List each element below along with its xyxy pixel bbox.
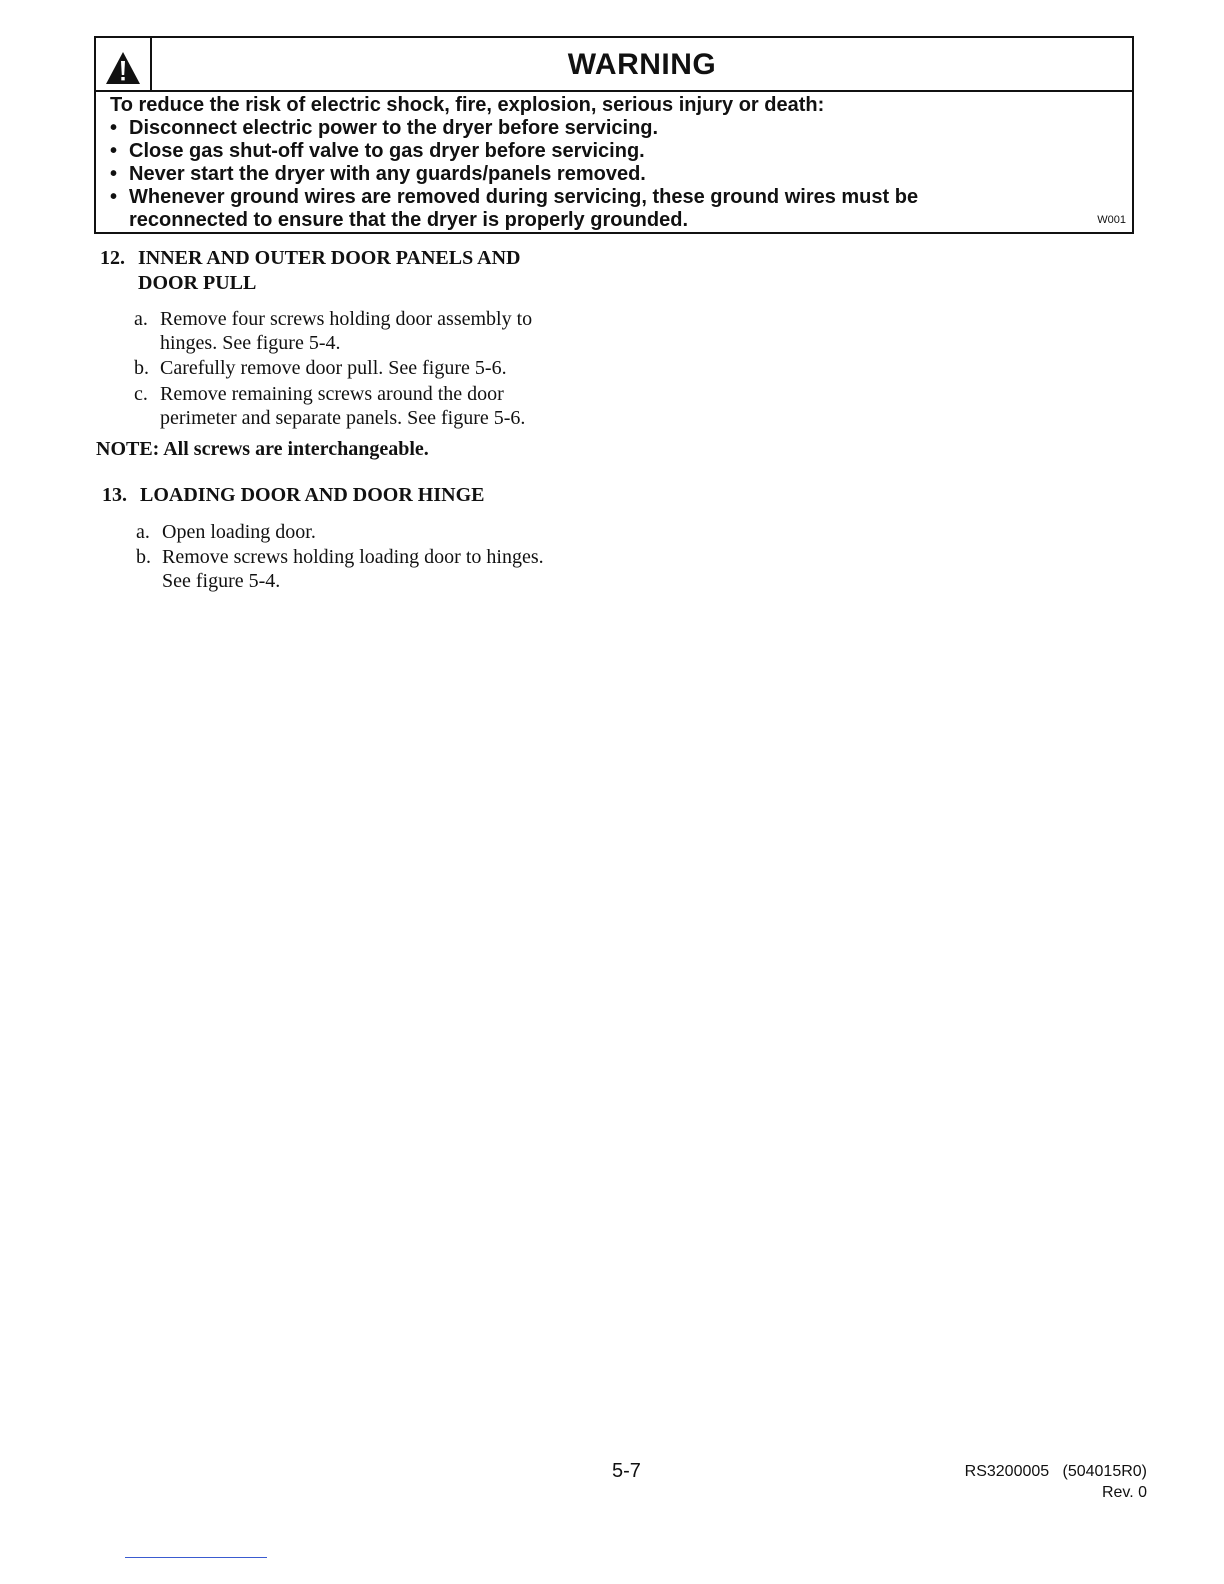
section-title-line: DOOR PULL: [138, 272, 257, 294]
step-letter: b.: [134, 357, 149, 379]
section-number: 12.: [100, 247, 125, 269]
warning-header: [96, 38, 1132, 92]
warning-list: [110, 117, 1118, 232]
step-text: Open loading door.: [162, 521, 316, 543]
note-text: NOTE: All screws are interchangeable.: [96, 438, 429, 460]
warning-bullet-text: Disconnect electric power to the dryer before servicing.: [129, 117, 659, 139]
section-title-line: INNER AND OUTER DOOR PANELS AND: [138, 247, 521, 269]
bullet-dot: •: [110, 163, 118, 185]
warning-bullet-text: Whenever ground wires are removed during servicing, these ground wires must be reconnected to ensure that the dryer is properly grounded.: [129, 186, 919, 231]
section-number: 13.: [102, 484, 127, 506]
step-letter: b.: [136, 546, 151, 568]
step-letter: a.: [134, 308, 148, 330]
warning-bullet-item: [110, 140, 1029, 163]
bullet-dot: •: [110, 117, 118, 139]
step-text: Remove screws holding loading door to hinges. See figure 5-4.: [162, 546, 544, 592]
page-number: 5-7: [612, 1460, 641, 1482]
warning-title: WARNING: [567, 48, 717, 81]
document-code-number: RS3200005 (504015R0): [964, 1463, 1147, 1480]
scan-line-mark: [125, 1557, 267, 1558]
warning-code: W001: [1097, 214, 1126, 226]
warning-bullet-text: Close gas shut-off valve to gas dryer before servicing.: [129, 140, 645, 162]
warning-bullet-item: [110, 163, 1029, 186]
warning-body: [110, 94, 1118, 232]
bullet-dot: •: [110, 140, 118, 162]
step-letter: a.: [136, 521, 150, 543]
document-revision: Rev. 0: [1101, 1484, 1147, 1501]
warning-bullet-text: Never start the dryer with any guards/panels removed.: [129, 163, 646, 185]
step-item: [134, 382, 574, 430]
section-heading-13: [102, 483, 622, 508]
section-title-line: LOADING DOOR AND DOOR HINGE: [140, 484, 485, 506]
bullet-dot: •: [110, 186, 118, 208]
step-letter: c.: [134, 383, 148, 405]
warning-bullet-item: [110, 117, 1029, 140]
document-code: [965, 1461, 1147, 1503]
step-text: Carefully remove door pull. See figure 5-6.: [160, 357, 507, 379]
warning-intro: To reduce the risk of electric shock, fire, explosion, serious injury or death:: [110, 94, 825, 116]
step-item: [136, 545, 576, 593]
warning-triangle-icon: [105, 51, 141, 85]
warning-icon-cell: [96, 38, 152, 90]
step-text: Remove remaining screws around the door perimeter and separate panels. See figure 5-6.: [160, 383, 526, 429]
step-item: [134, 356, 574, 380]
warning-box: [94, 36, 1134, 234]
step-item: [136, 520, 576, 544]
warning-bullet-item: [110, 186, 1029, 232]
step-item: [134, 307, 574, 355]
step-text: Remove four screws holding door assembly to hinges. See figure 5-4.: [160, 308, 533, 354]
section-heading-12: [100, 246, 620, 296]
